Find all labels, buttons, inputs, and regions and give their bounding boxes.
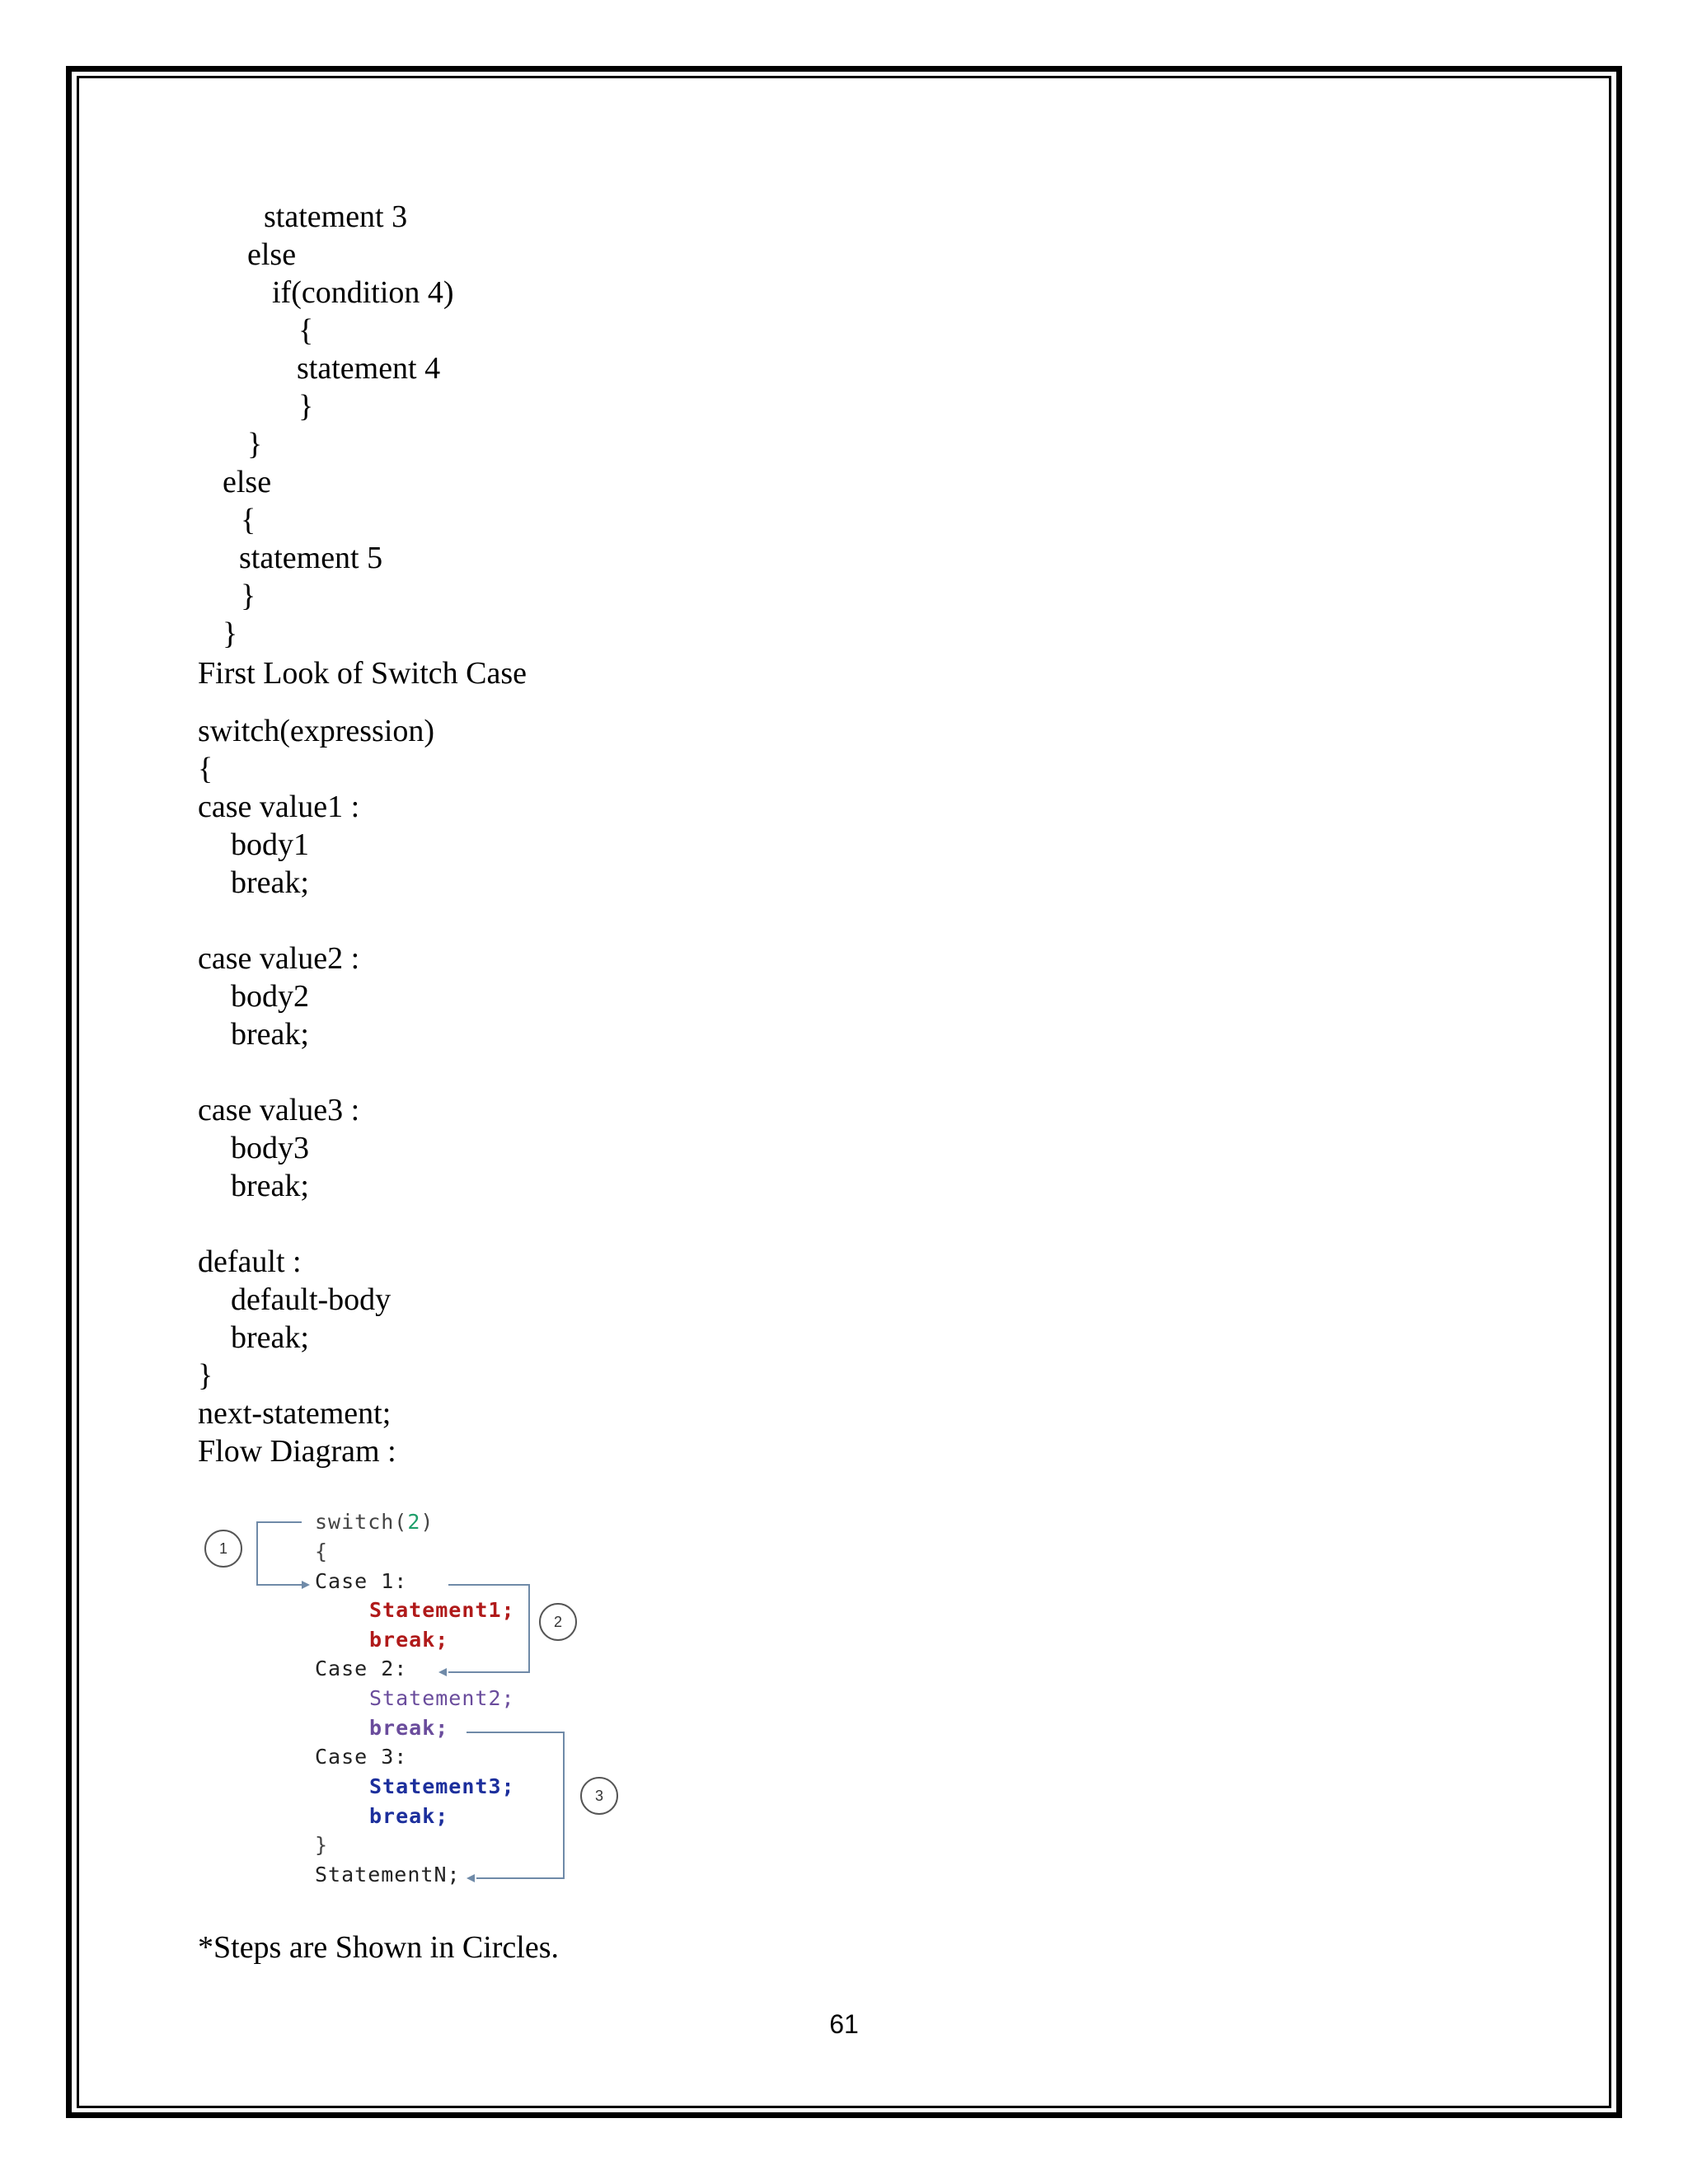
step-circle-1: 1: [204, 1530, 242, 1568]
code-line: statement 5: [239, 541, 383, 575]
switch-line: next-statement;: [198, 1396, 392, 1431]
switch-line: case value3 :: [198, 1093, 360, 1127]
switch-line: default :: [198, 1244, 302, 1279]
flow-diagram-heading: Flow Diagram :: [198, 1434, 396, 1469]
switch-heading: First Look of Switch Case: [198, 656, 527, 691]
switch-line: break;: [231, 1320, 309, 1355]
switch-paren: ): [420, 1510, 434, 1534]
diagram-case-3: Case 3:: [315, 1745, 408, 1769]
switch-line: break;: [231, 1017, 309, 1052]
switch-line: break;: [231, 1169, 309, 1203]
diagram-statement-1: Statement1;: [369, 1598, 515, 1622]
switch-line: case value2 :: [198, 941, 360, 976]
diagram-break-1: break;: [369, 1628, 449, 1652]
switch-line: body1: [231, 827, 309, 862]
diagram-open-brace: {: [315, 1540, 329, 1563]
code-line: statement 3: [264, 199, 408, 234]
step-circle-3: 3: [580, 1777, 618, 1815]
switch-flow-diagram: [190, 1500, 651, 1896]
switch-line: case value1 :: [198, 790, 360, 824]
diagram-break-2: break;: [369, 1716, 449, 1740]
code-line: }: [241, 579, 256, 613]
diagram-case-1: Case 1:: [315, 1569, 408, 1593]
switch-line: body3: [231, 1131, 309, 1165]
footnote: *Steps are Shown in Circles.: [198, 1930, 560, 1965]
code-line: }: [247, 427, 263, 462]
diagram-close-brace: }: [315, 1833, 329, 1857]
switch-line: body2: [231, 979, 309, 1014]
diagram-statement-n: StatementN;: [315, 1863, 461, 1886]
switch-line: }: [198, 1358, 213, 1393]
code-line: }: [298, 389, 314, 424]
diagram-break-3: break;: [369, 1804, 449, 1828]
code-line: statement 4: [297, 351, 441, 386]
switch-line: switch(expression): [198, 714, 435, 748]
switch-line: break;: [231, 865, 309, 900]
switch-argument: 2: [407, 1510, 421, 1534]
page-number: 61: [829, 2009, 859, 2039]
step-circle-2: 2: [539, 1603, 577, 1641]
diagram-statement-3: Statement3;: [369, 1774, 515, 1798]
code-line: else: [223, 465, 272, 499]
code-line: }: [223, 616, 238, 651]
diagram-statement-2: Statement2;: [369, 1686, 515, 1710]
code-line: else: [247, 237, 297, 272]
switch-keyword: switch(: [315, 1510, 408, 1534]
diagram-case-2: Case 2:: [315, 1657, 408, 1680]
code-line: if(condition 4): [272, 275, 454, 310]
code-line: {: [241, 503, 256, 537]
code-line: {: [298, 313, 314, 348]
diagram-switch-line: [315, 1510, 434, 1535]
switch-line: {: [198, 752, 213, 786]
switch-line: default-body: [231, 1282, 392, 1317]
